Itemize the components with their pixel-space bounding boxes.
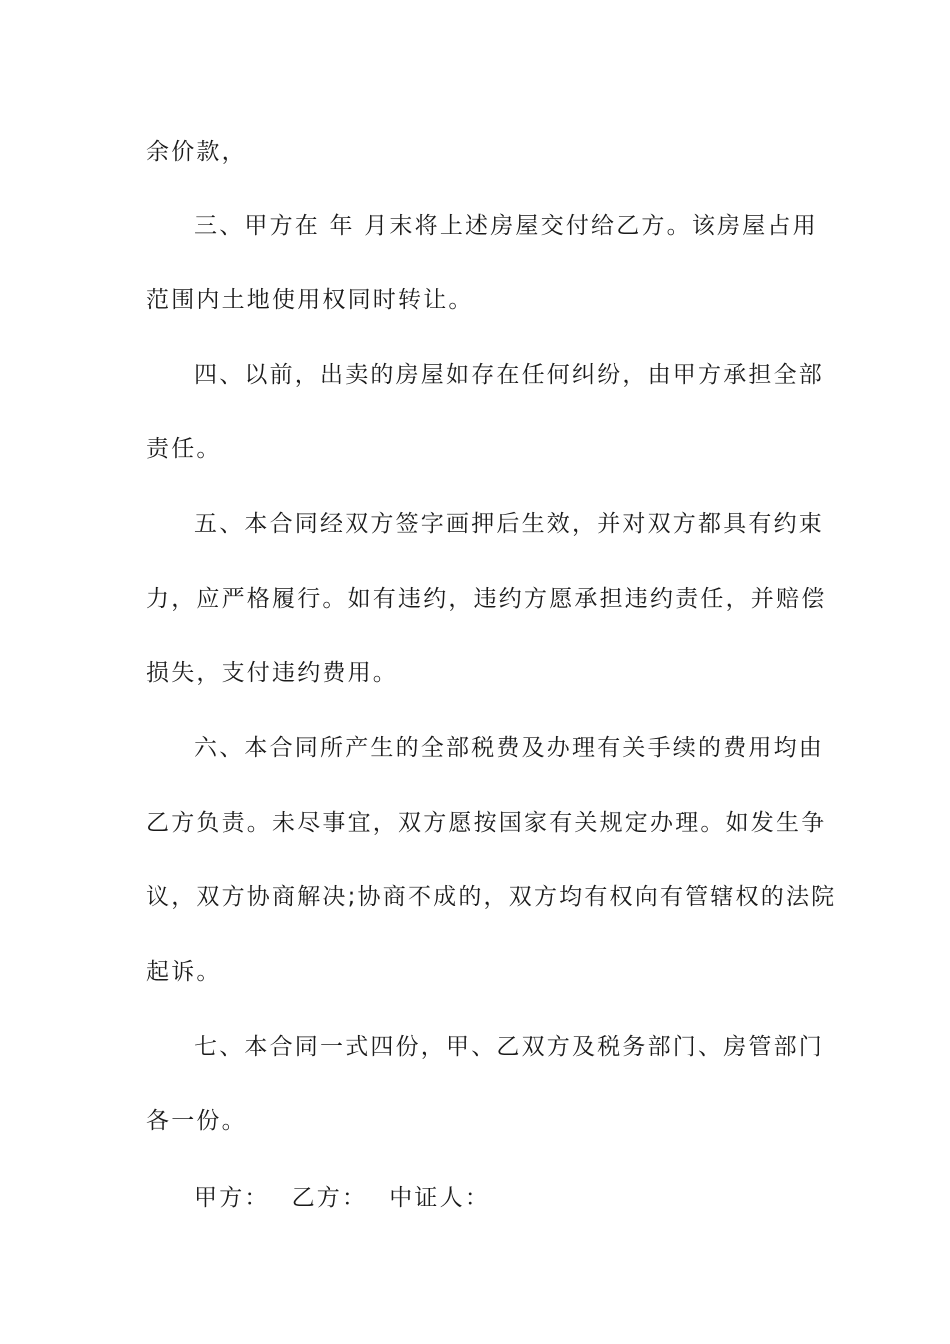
clause-6-line-3: 议，双方协商解决;协商不成的，双方均有权向有管辖权的法院 (146, 884, 837, 910)
clause-6-line-1: 六、本合同所产生的全部税费及办理有关手续的费用均由 (194, 735, 824, 761)
clause-7-line-1: 七、本合同一式四份，甲、乙双方及税务部门、房管部门 (194, 1034, 824, 1060)
party-b-label: 乙方： (291, 1185, 368, 1211)
party-a-label: 甲方： (194, 1185, 270, 1211)
signature-block (194, 1183, 490, 1213)
clause-5-line-3: 损失，支付违约费用。 (146, 660, 398, 686)
clause-7-line-2: 各一份。 (146, 1108, 247, 1134)
clause-6-line-4: 起诉。 (146, 959, 222, 985)
clause-6-line-2: 乙方负责。未尽事宜，双方愿按国家有关规定办理。如发生争 (146, 810, 827, 836)
clause-4-line-1: 四、以前，出卖的房屋如存在任何纠纷，由甲方承担全部 (194, 362, 824, 388)
paragraph-line: 余价款， (146, 139, 247, 165)
clause-5-line-1: 五、本合同经双方签字画押后生效，并对双方都具有约束 (194, 511, 824, 537)
clause-5-line-2: 力，应严格履行。如有违约，违约方愿承担违约责任，并赔偿 (146, 586, 827, 612)
clause-3-line-2: 范围内土地使用权同时转让。 (146, 287, 474, 313)
clause-3-line-1: 三、甲方在 年 月末将上述房屋交付给乙方。该房屋占用 (194, 213, 818, 239)
clause-4-line-2: 责任。 (146, 436, 222, 462)
witness-label: 中证人： (389, 1185, 491, 1211)
